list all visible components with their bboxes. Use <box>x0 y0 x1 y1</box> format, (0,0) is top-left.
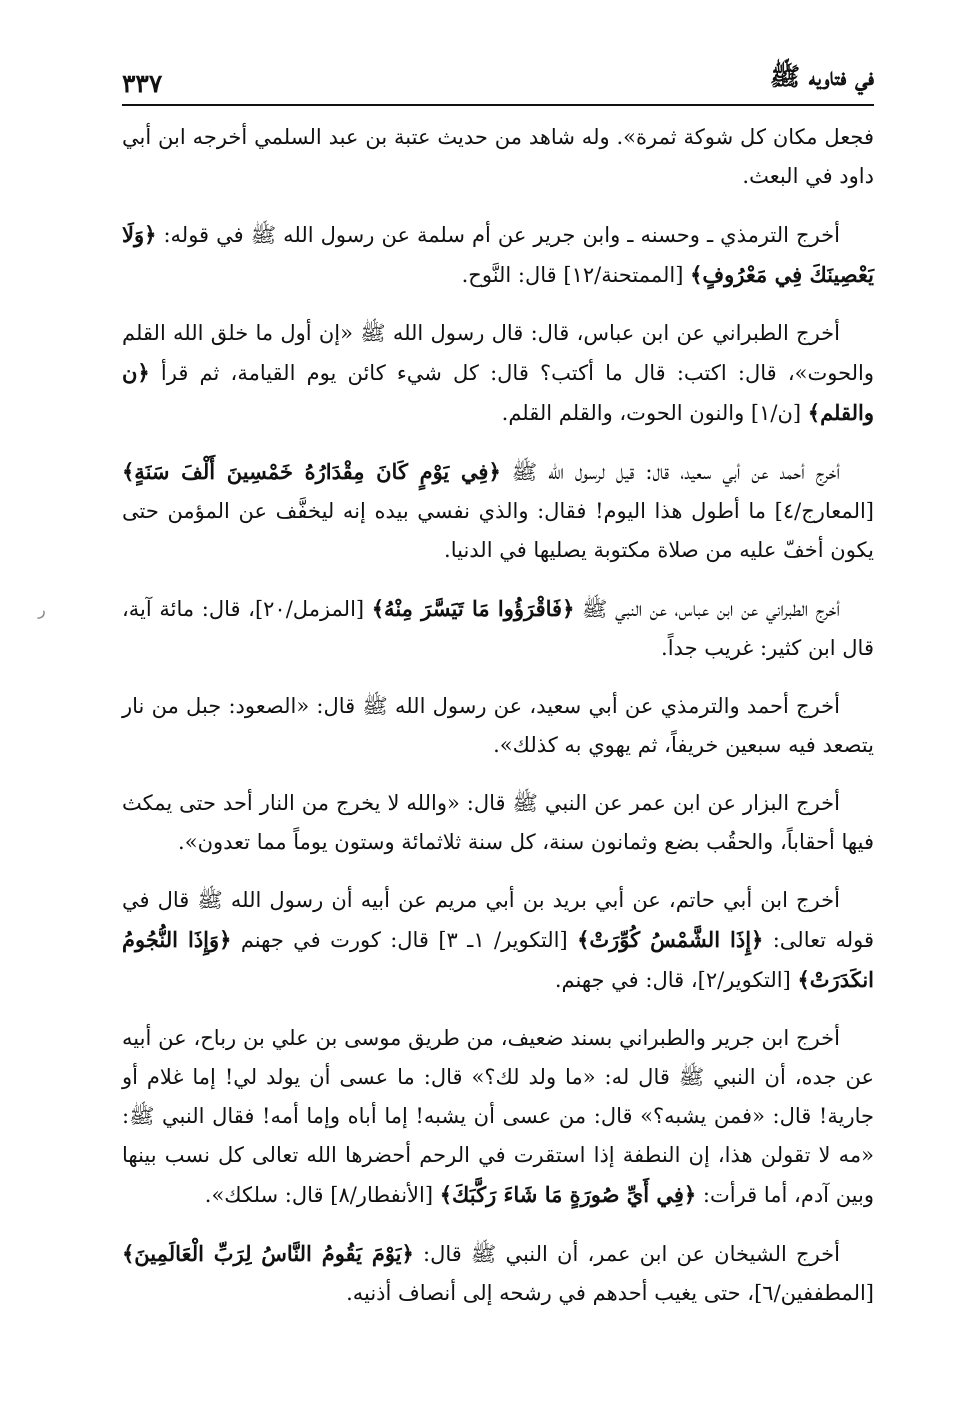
paragraph-text: [المطففين/٦]، حتى يغيب أحدهم في رشحه إلى أنصاف أذنيه. <box>346 1281 874 1305</box>
page-number: ٣٣٧ <box>122 69 163 98</box>
paragraph <box>122 1019 874 1215</box>
paragraph-text: [الأنفطار/٨] قال: سلكك». <box>204 1183 440 1207</box>
paragraph-text: أخرج البزار عن ابن عمر عن النبي ﷺ قال: «والله لا يخرج من النار أحد حتى يمكث فيها أحقاباً، والحقُب بضع وثمانون سنة، كل سنة ثلاثمائة وستون يوماً مما تعدون». <box>122 791 874 854</box>
paragraph-text: أخرج أحمد عن أبي سعيد، قال: قيل لرسول الله ﷺ <box>500 460 840 484</box>
paragraph-text: أخرج الترمذي ـ وحسنه ـ وابن جرير عن أم سلمة عن رسول الله ﷺ في قوله: <box>156 223 840 247</box>
quran-verse: ﴿وَلَا يَعْصِينَكَ فِي مَعْرُوفٍ﴾ <box>122 222 874 287</box>
margin-mark: ر <box>38 600 46 619</box>
paragraph <box>122 784 874 862</box>
quran-verse: ﴿فِي يَوْمٍ كَانَ مِقْدَارُهُ خَمْسِينَ أَلْفَ سَنَةٍ﴾ <box>122 459 501 484</box>
paragraph-text: أخرج الطبراني عن ابن عباس، قال: قال رسول الله ﷺ «إن أول ما خلق الله القلم والحوت»، قال: اكتب: قال ما أكتب؟ قال: كل شيء كائن يوم القيامة، ثم قرأ <box>122 321 874 385</box>
paragraph <box>122 589 874 668</box>
paragraph <box>122 1234 874 1313</box>
paragraph-text: أخرج ابن أبي حاتم، عن أبي بريد بن أبي مريم عن أبيه أن رسول الله ﷺ قال في قوله تعالى: <box>122 888 874 952</box>
paragraph-text: أخرج الشيخان عن ابن عمر، أن النبي ﷺ قال: <box>413 1242 840 1266</box>
quran-verse: ﴿ن والقلم﴾ <box>122 360 874 425</box>
paragraph-text: [ن/١] والنون الحوت، والقلم القلم. <box>501 401 808 425</box>
paragraph-text: أخرج أحمد والترمذي عن أبي سعيد، عن رسول الله ﷺ قال: «الصعود: جبل من نار يتصعد فيه سبعين خريفاً، ثم يهوي به كذلك». <box>122 694 874 757</box>
paragraph-text: [التكوير/ ١ـ ٣] قال: كورت في جهنم <box>231 928 578 952</box>
quran-verse: ﴿فِي أَيِّ صُورَةٍ مَا شَاءَ رَكَّبَكَ﴾ <box>439 1182 697 1207</box>
running-title: في فتاويه ﷺ <box>769 62 874 91</box>
paragraph <box>122 881 874 1000</box>
paragraph-text: [الممتحنة/١٢] قال: النَّوح. <box>461 263 691 287</box>
paragraph-text: [المعارج/٤] ما أطول هذا اليوم! فقال: والذي نفسي بيده إنه ليخفَّف عن المؤمن حتى يكون أخفّ عليه من صلاة مكتوبة يصليها في الدنيا. <box>122 499 874 562</box>
paragraph <box>122 215 874 295</box>
paragraph <box>122 314 874 433</box>
header-rule <box>122 104 874 106</box>
quran-verse: ﴿إِذَا الشَّمْسُ كُوِّرَتْ﴾ <box>577 927 764 952</box>
paragraph <box>122 452 874 570</box>
paragraph-text: فجعل مكان كل شوكة ثمرة». وله شاهد من حديث عتبة بن عبد السلمي أخرجه ابن أبي داود في البعث. <box>122 125 874 188</box>
paragraph-text: أخرج الطبراني عن ابن عباس، عن النبي ﷺ <box>574 597 841 621</box>
running-header <box>122 58 874 98</box>
paragraph-text: أخرج ابن جرير والطبراني بسند ضعيف، من طريق موسى بن علي بن رباح، عن أبيه عن جده، أن النبي ﷺ قال له: «ما ولد لك؟» قال: ما عسى أن يولد لي! إما غلام أو جارية! قال: «فمن يشبه؟» قال: من عسى أن يشبه! إما أباه وإما أمه! فقال النبي ﷺ: «مه لا تقولن هذا، إن النطفة إذا استقرت في الرحم أحضرها الله تعالى كل نسب بينها وبين آدم، أما قرأت: <box>122 1026 874 1207</box>
page-body <box>122 118 874 1332</box>
paragraph-text: [التكوير/٢]، قال: في جهنم. <box>554 968 798 992</box>
quran-verse: ﴿يَوْمَ يَقُومُ النَّاسُ لِرَبِّ الْعَالَمِينَ﴾ <box>122 1241 414 1266</box>
paragraph <box>122 687 874 765</box>
paragraph <box>122 118 874 196</box>
quran-verse: ﴿وَإِذَا النُّجُومُ انكَدَرَتْ﴾ <box>122 927 874 992</box>
paragraph-text: [المزمل/٢٠]، قال: مائة آية، قال ابن كثير: غريب جداً. <box>122 597 874 660</box>
quran-verse: ﴿فَاقْرَؤُوا مَا تَيَسَّرَ مِنْهُ﴾ <box>371 596 575 621</box>
